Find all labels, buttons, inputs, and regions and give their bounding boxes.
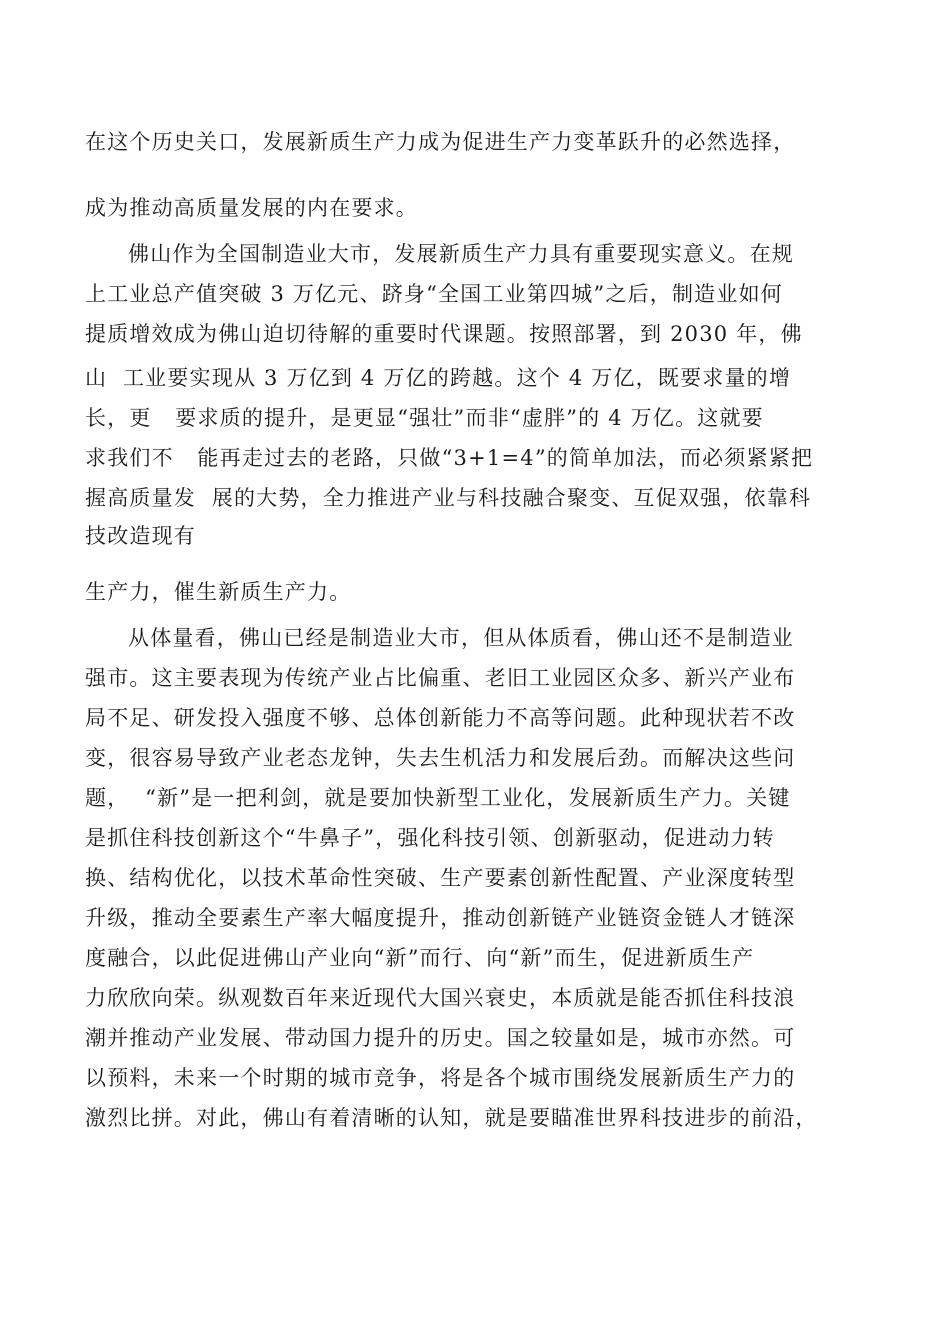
- text-line: 山 工业要实现从 3 万亿到 4 万亿的跨越。这个 4 万亿，既要求量的增: [85, 366, 792, 390]
- text-line: 上工业总产值突破 3 万亿元、跻身“全国工业第四城”之后，制造业如何: [85, 282, 783, 306]
- text-line: 换、结构优化，以技术革命性突破、生产要素创新性配置、产业深度转型: [85, 866, 796, 890]
- text-line: 生产力，催生新质生产力。: [85, 580, 352, 604]
- text-line: 变，很容易导致产业老态龙钟，失去生机活力和发展后劲。而解决这些问: [85, 746, 796, 770]
- text-line: 成为推动高质量发展的内在要求。: [85, 196, 418, 220]
- paragraph-first-line: 佛山作为全国制造业大市，发展新质生产力具有重要现实意义。在规: [128, 242, 794, 266]
- text-line: 局不足、研发投入强度不够、总体创新能力不高等问题。此种现状若不改: [85, 706, 796, 730]
- text-line: 提质增效成为佛山迫切待解的重要时代课题。按照部署，到 2030 年，佛: [85, 322, 803, 346]
- text-line: 以预料，未来一个时期的城市竞争，将是各个城市围绕发展新质生产力的: [85, 1066, 796, 1090]
- text-line: 技改造现有: [85, 524, 196, 548]
- text-line: 握高质量发 展的大势，全力推进产业与科技融合聚变、互促双强，依靠科: [85, 486, 812, 510]
- text-line: 力欣欣向荣。纵观数百年来近现代大国兴衰史，本质就是能否抓住科技浪: [85, 986, 796, 1010]
- text-line: 求我们不 能再走过去的老路，只做“3+1=4”的简单加法，而必须紧紧把: [85, 446, 814, 470]
- text-line: 是抓住科技创新这个“牛鼻子”，强化科技引领、创新驱动，促进动力转: [85, 826, 775, 850]
- text-line: 度融合，以此促进佛山产业向“新”而行、向“新”而生，促进新质生产: [85, 946, 755, 970]
- text-line: 长，更 要求质的提升，是更显“强壮”而非“虚胖”的 4 万亿。这就要: [85, 406, 764, 430]
- text-line: 升级，推动全要素生产率大幅度提升，推动创新链产业链资金链人才链深: [85, 906, 796, 930]
- text-line: 在这个历史关口，发展新质生产力成为促进生产力变革跃升的必然选择，: [85, 130, 796, 154]
- text-line: 潮并推动产业发展、带动国力提升的历史。国之较量如是，城市亦然。可: [85, 1026, 796, 1050]
- text-line: 强市。这主要表现为传统产业占比偏重、老旧工业园区众多、新兴产业布: [85, 666, 796, 690]
- text-line: 题， “新”是一把利剑，就是要加快新型工业化，发展新质生产力。关键: [85, 786, 791, 810]
- text-line: 激烈比拼。对此，佛山有着清晰的认知，就是要瞄准世界科技进步的前沿，: [85, 1106, 818, 1130]
- paragraph-first-line: 从体量看，佛山已经是制造业大市，但从体质看，佛山还不是制造业: [128, 626, 794, 650]
